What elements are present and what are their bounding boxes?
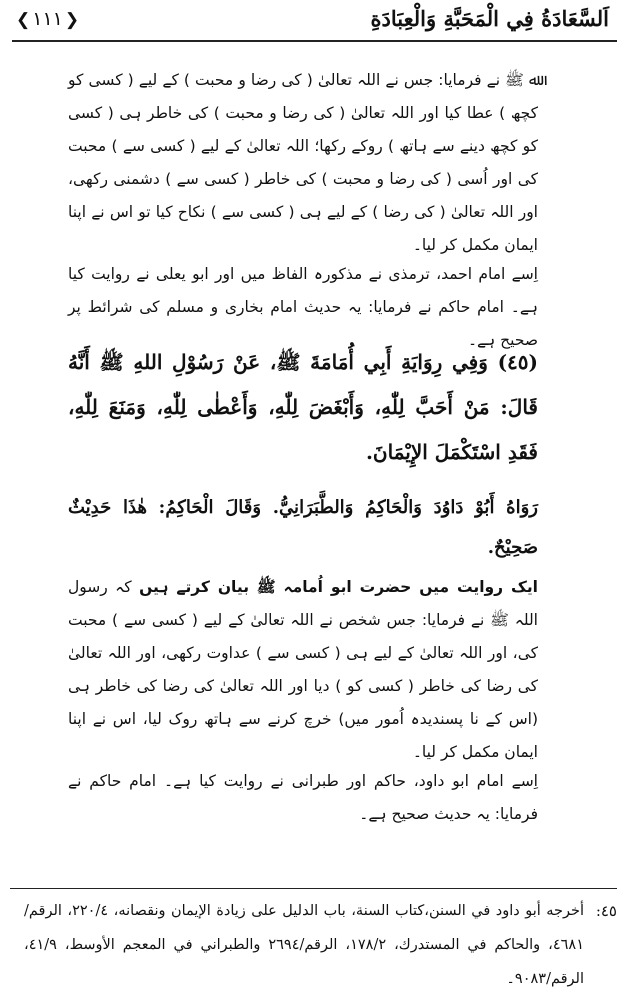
translation-body: کہ رسول اللہ ﷺ نے فرمایا: جس شخص نے اللہ تعالیٰ کے لیے ( کسی سے ) محبت کی، اور اللہ تعالیٰ کے لیے ہی ( کسی سے ) عداوت رکھی، اور اللہ تعالیٰ کی رضا کی خاطر ( کسی کو ) دیا اور اللہ تعالیٰ کی رضا کی خاطر ہی (اس کے نا پسندیدہ اُمور میں) خرچ کرنے سے ہاتھ روک لیا، اس نے اپنا ایمان مکمل کر لیا۔ (68, 578, 538, 761)
footnote-number: ٤٥: (595, 902, 617, 920)
ornament-left-icon: ❮ (16, 10, 31, 30)
page-header (12, 4, 617, 42)
page-number (16, 8, 79, 30)
hadith-arabic-text (68, 340, 538, 475)
hadith-source-arabic: رَوَاهُ أَبُوْ دَاوُدَ وَالْحَاكِمُ وَالطَّبَرَانِيُّ. وَقَالَ الْحَاكِمُ: هٰذَا حَدِيْثٌ صَحِيْحٌ. (68, 497, 538, 558)
page-number-value: ١١١ (32, 8, 63, 30)
hadith-arabic-body: وَفِي رِوَايَةِ أَبِي أُمَامَةَ ﷺ، عَنْ رَسُوْلِ اللهِ ﷺ أَنَّهُ قَالَ: مَنْ أَحَبَّ لِلّٰهِ، وَأَبْغَضَ لِلّٰهِ، وَأَعْطٰى لِلّٰهِ، وَمَنَعَ لِلّٰهِ، فَقَدِ اسْتَكْمَلَ الإِيْمَانَ. (68, 350, 538, 464)
ornament-right-icon: ❯ (64, 10, 80, 30)
footnote-divider (10, 888, 617, 889)
urdu-translation-paragraph-1: ﷲ ﷺ نے فرمایا: جس نے اللہ تعالیٰ ( کی رضا و محبت ) کے لیے ( کسی کو کچھ ) عطا کیا اور اللہ تعالیٰ ( کی رضا و محبت ) کی خاطر ہی ( کسی کو کچھ دینے سے ہاتھ ) روکے رکھا؛ اللہ تعالیٰ کے لیے ( کسی سے ) محبت کی اور اُسی ( کی رضا و محبت ) کی خاطر ( کسی سے ) دشمنی رکھی، اور اللہ تعالیٰ ( کی رضا ) کے لیے ہی ( کسی سے ) نکاح کیا تو اس نے اپنا ایمان مکمل کر لیا۔ (68, 71, 538, 254)
urdu-translation-paragraph-2 (68, 571, 538, 769)
hadith-number: (٤٥) (497, 350, 538, 374)
book-title: اَلسَّعَادَةُ فِي الْمَحَبَّةِ وَالْعِبَادَةِ (370, 6, 609, 31)
urdu-reference-paragraph-1: اِسے امام احمد، ترمذی نے مذکورہ الفاظ میں اور ابو یعلی نے روایت کیا ہے۔ امام حاکم نے فرمایا: یہ حدیث امام بخاری و مسلم کی شرائط پر صحیح ہے۔ (68, 265, 538, 349)
translation-lead: ایک روایت میں حضرت ابو اُمامہ ﷺ بیان کرتے ہیں (139, 578, 538, 596)
urdu-reference-paragraph-2: اِسے امام ابو داود، حاکم اور طبرانی نے روایت کیا ہے۔ امام حاکم نے فرمایا: یہ حدیث صحیح ہے۔ (68, 772, 538, 823)
footnote-text: أخرجه أبو داود في السنن،كتاب السنة، باب الدليل على زيادة الإيمان ونقصانه، ٢٢٠/٤، الرقم/٤٦٨١، والحاكم في المستدرك، ١٧٨/٢، الرقم/٢٦٩٤ والطبراني في المعجم الأوسط، ٤١/٩، الرقم/٩٠٨٣۔ (24, 903, 584, 987)
